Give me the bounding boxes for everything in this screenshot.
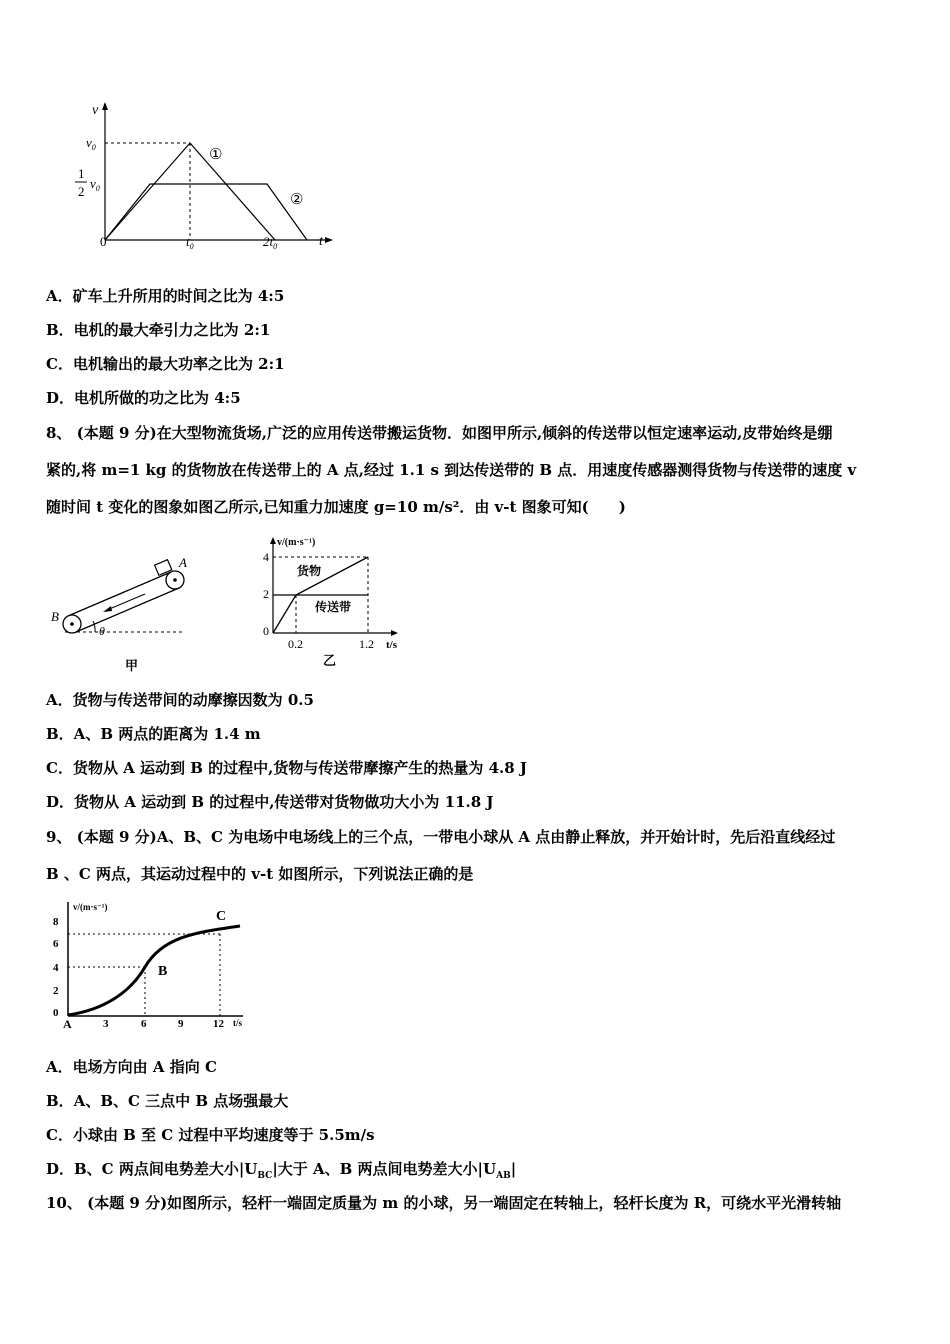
q7-option-d: D．电机所做的功之比为 4:5 xyxy=(46,389,241,407)
pulley-bottom-center xyxy=(70,622,74,626)
q8-figure-jia xyxy=(45,545,205,680)
y-tick-4: 4 xyxy=(53,962,59,974)
label-A: A xyxy=(179,555,187,570)
y-tick-6: 6 xyxy=(53,938,59,950)
y-tick-0: 0 xyxy=(53,1007,59,1019)
q7-vt-graph xyxy=(60,100,360,260)
x-tick-12: 12 xyxy=(213,1018,224,1030)
belt-top xyxy=(68,572,171,616)
q10-stem-line-1: 10、 (本题 9 分)如图所示，轻杆一端固定质量为 m 的小球，另一端固定在转轴上，轻杆长度为 R，可绕水平光滑转轴 xyxy=(46,1194,842,1212)
q8-option-a: A．货物与传送带间的动摩擦因数为 0.5 xyxy=(46,691,314,709)
half-numerator: 1 xyxy=(78,166,85,181)
figure-caption-jia: 甲 xyxy=(125,658,139,673)
half-denominator: 2 xyxy=(78,184,85,199)
y-tick-2: 2 xyxy=(263,587,269,601)
velocity-curve xyxy=(68,926,240,1015)
figure-caption-yi: 乙 xyxy=(323,653,337,668)
half-v0-label: $v_0$ xyxy=(90,176,100,193)
q8-option-d: D．货物从 A 运动到 B 的过程中,传送带对货物做功大小为 11.8 J xyxy=(46,793,494,811)
q9-option-d-sub-ab: AB xyxy=(496,1171,511,1181)
v-axis-arrow xyxy=(102,102,108,110)
curve-1-label: ① xyxy=(209,147,223,163)
curve-2-label: ② xyxy=(290,192,304,208)
v0-label: $v_0$ xyxy=(86,135,96,152)
cargo-label: 货物 xyxy=(297,564,322,578)
belt-label: 传送带 xyxy=(315,600,352,614)
q9-option-b: B．A、B、C 三点中 B 点场强最大 xyxy=(46,1092,289,1110)
t-axis-label: t xyxy=(319,234,323,249)
x-tick-3: 3 xyxy=(103,1018,109,1030)
q9-vt-graph xyxy=(48,898,253,1033)
angle-arc xyxy=(93,621,95,632)
q9-option-d xyxy=(46,1159,516,1186)
two-t0-label: $2t_0$ xyxy=(263,234,278,251)
motion-arrow-head xyxy=(103,606,112,612)
t-axis-arrow xyxy=(325,237,333,243)
q9-stem-line-2: B 、C 两点，其运动过程中的 v-t 如图所示，下列说法正确的是 xyxy=(46,865,474,883)
y-tick-0: 0 xyxy=(263,624,269,638)
x-tick-6: 6 xyxy=(141,1018,147,1030)
x-tick-1.2: 1.2 xyxy=(359,637,374,651)
x-axis-label: t/s xyxy=(233,1018,242,1028)
label-theta: θ xyxy=(99,624,105,638)
origin-label: 0 xyxy=(100,234,107,249)
q8-figure-yi xyxy=(255,535,415,670)
y-axis-label: v/(m·s⁻¹) xyxy=(73,902,108,912)
y-tick-2: 2 xyxy=(53,985,59,997)
x-axis-arrow xyxy=(391,630,398,636)
belt-bottom xyxy=(76,588,179,632)
pulley-top-center xyxy=(173,578,177,582)
curve-2 xyxy=(105,184,307,240)
x-axis-label: t/s xyxy=(386,639,397,651)
label-C: C xyxy=(216,909,227,924)
q9-option-a: A．电场方向由 A 指向 C xyxy=(46,1058,217,1076)
q8-option-c: C．货物从 A 运动到 B 的过程中,货物与传送带摩擦产生的热量为 4.8 J xyxy=(46,759,528,777)
q9-option-d-text-1: D．B、C 两点间电势差大小|U xyxy=(46,1160,258,1178)
q8-option-b: B．A、B 两点的距离为 1.4 m xyxy=(46,725,261,743)
label-B: B xyxy=(158,964,168,979)
q8-stem-line-1: 8、 (本题 9 分)在大型物流货场,广泛的应用传送带搬运货物．如图甲所示,倾斜的传送带以恒定速率运动,皮带始终是绷 xyxy=(46,424,833,442)
v-axis-label: v xyxy=(92,103,99,118)
y-axis-arrow xyxy=(270,537,276,544)
t0-label: $t_0$ xyxy=(186,234,194,251)
q9-option-d-text-3: | xyxy=(510,1160,517,1178)
q8-stem-line-3: 随时间 t 变化的图象如图乙所示,已知重力加速度 g=10 m/s²．由 v-t 图象可知( ) xyxy=(46,498,626,516)
y-tick-8: 8 xyxy=(53,916,59,928)
q9-option-c: C．小球由 B 至 C 过程中平均速度等于 5.5m/s xyxy=(46,1126,375,1144)
q7-option-c: C．电机输出的最大功率之比为 2:1 xyxy=(46,355,285,373)
x-tick-0.2: 0.2 xyxy=(288,637,303,651)
q9-option-d-sub-bc: BC xyxy=(257,1171,273,1181)
x-tick-9: 9 xyxy=(178,1018,184,1030)
y-axis-label: v/(m·s⁻¹) xyxy=(277,537,316,548)
q9-option-d-text-2: |大于 A、B 两点间电势差大小|U xyxy=(272,1160,497,1178)
y-tick-4: 4 xyxy=(263,550,269,564)
q9-stem-line-1: 9、 (本题 9 分)A、B、C 为电场中电场线上的三个点，一带电小球从 A 点由静止释放，并开始计时，先后沿直线经过 xyxy=(46,828,836,846)
q8-stem-line-2: 紧的,将 m=1 kg 的货物放在传送带上的 A 点,经过 1.1 s 到达传送带的 B 点．用速度传感器测得货物与传送带的速度 v xyxy=(46,461,857,479)
label-B: B xyxy=(51,609,59,624)
label-A: A xyxy=(63,1017,72,1031)
q7-option-a: A．矿车上升所用的时间之比为 4:5 xyxy=(46,287,285,305)
q7-option-b: B．电机的最大牵引力之比为 2:1 xyxy=(46,321,271,339)
